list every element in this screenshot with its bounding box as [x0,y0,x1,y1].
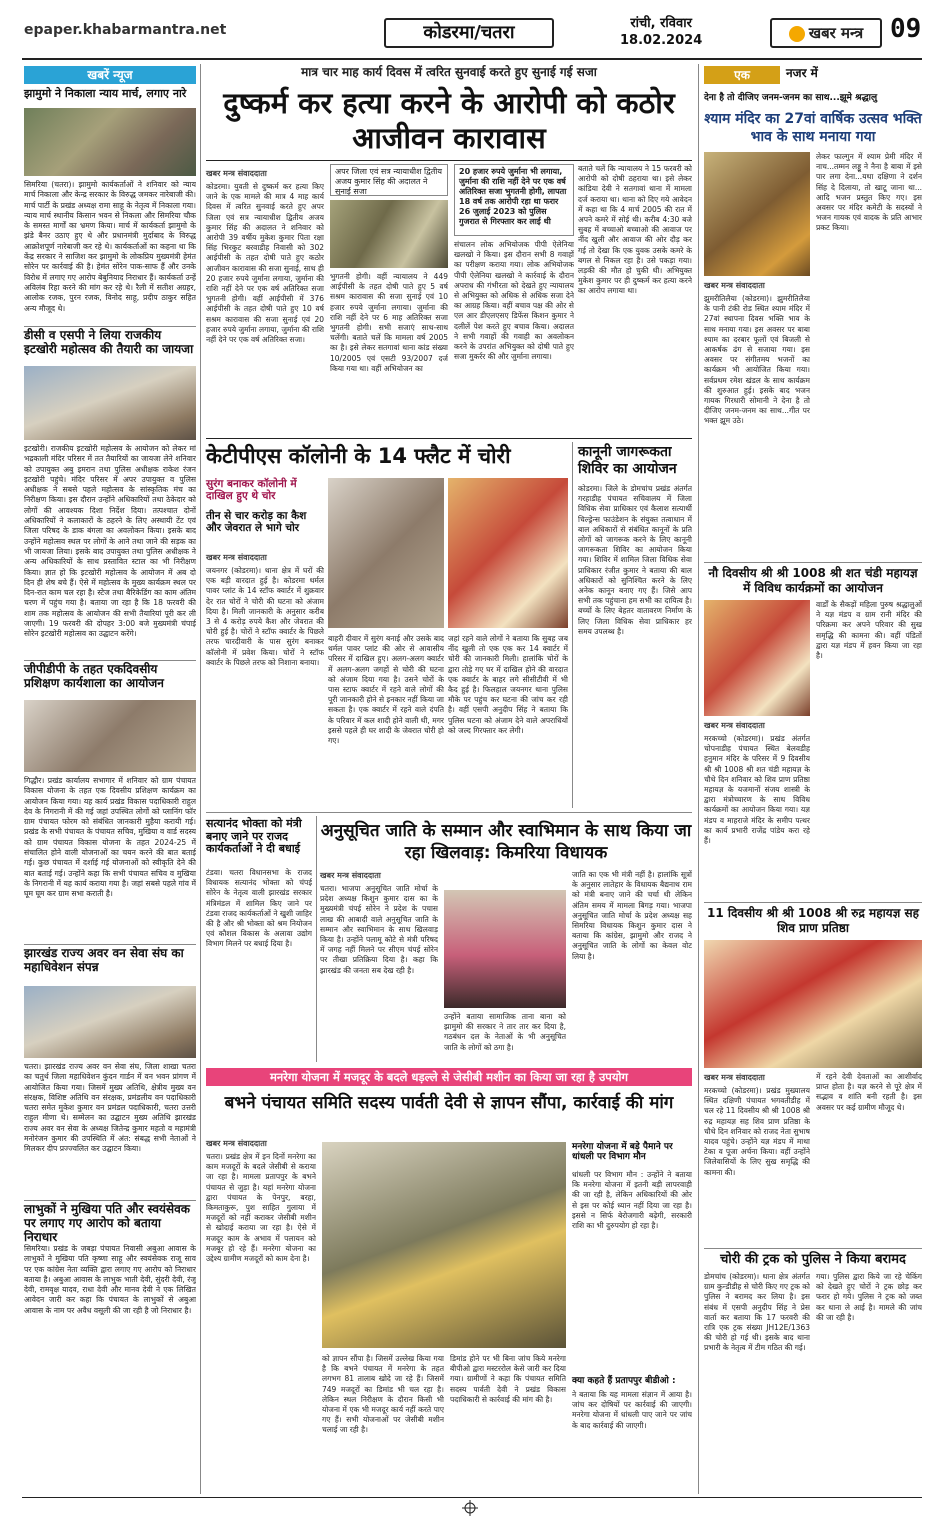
left-a2-title: डीसी व एसपी ने लिया राजकीय इटखोरी महोत्सव की तैयारी का जायजा [24,328,194,356]
legal-headline: कानूनी जागरूकता शिविर का आयोजन [578,444,677,477]
left-a1-title: झामुमो ने निकाला न्याय मार्च, लगाए नारे [24,87,187,100]
column-rule [316,816,317,1062]
sc-headline: अनुसूचित जाति के सम्मान और स्वाभिमान के साथ किया जा रहा खिलवाड़: किमरिया विधायक [320,821,692,863]
lead-text-1: कोडरमा। युवती से दुष्कर्म कर हत्या किए जाने के एक मामले की मात्र 4 माह कार्य दिवस में त्वरित सुनवाई करते हुए अपर जिला एवं सत्र न्यायाधीश द्वितीय अजय कुमार सिंह की अदालत ने शनिवार को आरोपी 39 वर्षीय मुकेश कुमार पिता रक्षा सिंह भिरकुट बरवाडीह निवासी को 302 आईपीसी के तहत दोषी पाते हुए कठोर आजीवन कारावास की सजा सुनाई, साथ ही 20 हजार रुपये जुर्माना लगाया, जुर्माना की राशि नहीं देने पर एक वर्ष अतिरिक्त सजा भुगतनी होगी। वहीं आईपीसी में 376 आईपीसी के तहत दोषी पाते हुए 10 वर्ष सश्रम कारावास की सजा सुनाई एवं 20 हजार रुपये जुर्माना लगाया, जुर्माना की राशि नहीं देने पर एक वर्ष अतिरिक्त सजा। [206,182,324,345]
lead-kicker: मात्र चार माह कार्य दिवस में त्वरित सुनवाई करते हुए सुनाई गई सजा [301,65,597,79]
left-a4-title: झारखंड राज्य अवर वन सेवा संघ का महाधिवेशन संपन्न [24,946,184,974]
sc-byline: खबर मन्त्र संवाददाता [320,871,381,880]
theft-text-2: बाहरी दीवार में सुरंग बनाई और उसके बाद थर्मल पावर प्लांट की ओर से आवासीय परिसर में दाखिल हुए। अलग-अलग क्वार्टर में अलग-अलग जगहों से चोरी की घटना को अंजाम दिया गया है। उसने चोरों के पास स्टाफ क्वार्टर में रहने वाले लोगों की पूरी जानकारी होने से इनकार नहीं किया जा सकता है। एक क्वार्टर में रहने वाले दंपति के परिवार में कल शादी होने वाली थी, मगर इससे पहले ही घर शादी के जेवरात चोरी हो गए। [328,634,444,746]
right-a2-byline: खबर मन्त्र संवाददाता [704,721,765,730]
mla-photo [444,890,566,1008]
satyanand-headline: सत्यानंद भोक्ता को मंत्री बनाए जाने पर राजद कार्यकर्ताओं ने दी बधाई [206,817,302,856]
sc-caption: उन्होंने बताया सामाजिक ताना बाना को झामुमो की सरकार ने तार तार कर दिया है, गठबंधन दल के नेताओं के भी अनुसूचित जाति के लोगों को ठगा है। [444,1012,566,1052]
lead-caption-2: 20 हजार रुपये जुर्माना भी लगाया, जुर्माना की राशि नहीं देने पर एक वर्ष अतिरिक्त सजा भुगतनी होगी, लापता 18 वर्ष तक आरोपी रहा था फरार 26 जुलाई 2023 को पुलिस गुजरात से गिरफ्तार कर लाई थी [454,164,574,236]
column-rule [572,442,573,808]
divider [24,1200,196,1201]
satyanand-text: टंडवा। चतरा विधानसभा के राजद विधायक सत्यानंद भोक्ता को चंपई सोरेन के नेतृत्व वाली झारखंड सरकार मंत्रिमंडल में शामिल किए जाने पर टंडवा राजद कार्यकर्ताओं ने खुशी जाहिर की है और श्री भोक्ता को श्रम नियोजन एवं कौशल विकास के अलावा उद्योग विभाग मिलने पर बधाई दिया है। [206,868,312,949]
mgnrega-text-4: धांधली पर विभाग मौन : उन्होंने ने बताया कि मनरेगा योजना में इतनी बड़ी लापरवाही की जा रही है, लेकिन अधिकारियों की ओर से इस पर कोई ध्यान नहीं दिया जा रहा है। इससे न सिर्फ बेरोजगारी बढ़ेगी, सरकारी राशि का भी दुरुपयोग हो रहा है। [572,1170,692,1231]
left-a2-text: इटखोरी। राजकीय इटखोरी महोत्सव के आयोजन को लेकर मां भद्रकाली मंदिर परिसर में तत तैयारियों का जायजा लेने शनिवार को उपायुक्त अबु इमरान तथा पुलिस अधीक्षक राकेश रंजन इटखोरी पहुंचे। मंदिर परिसर में अपर उपायुक्त व पुलिस अधीक्षक ने सबसे पहले महोत्सव के सांस्कृतिक मंच का निरीक्षण किया। इस दौरान उन्होंने अधिकारियों तथा ठेकेदार को लोगों की आवश्यक दिशा निर्देश दिया। तत्पश्चात दोनों अधिकारियों ने कलाकारों के ठहरने के लिए अस्थायी टेंट एवं जिला परिषद के डाक बंगला का अवलोकन किया। इसके बाद उन्होंने महोत्सव स्थल पर लोगों के आने तथा जाने की सड़क का भी जायजा लिया। इसके बाद उपायुक्त तथा पुलिस अधीक्षक ने अन्य अधिकारियों के साथ प्रस्तावित स्टाल का भी निरीक्षण किया। ज्ञात हो कि इटखोरी महोत्सव के आयोजन में अब दो दिन ही शेष बचे हैं। ऐसे में महोत्सव के मुख्य कार्यक्रम स्थल पर दिन-रात काम चल रहा है। स्टेज तथा बैरिकेडिंग का काम अंतिम चरण में पहुंच गया है। बताया जा रहा है कि 18 फरवरी की शाम तक महोत्सव के आयोजन की सभी तैयारियां पूरी कर ली जाएगी। 19 फरवरी की दोपहर 3:00 बजे मुख्यमंत्री चंपाई सोरेन इटखोरी महोत्सव का उद्घाटन करेंगे। [24,444,196,639]
left-a5-text: सिमरिया। प्रखंड के जबड़ा पंचायत निवासी अबुआ आवास के लाभुकों ने मुखिया पति कृष्णा साहू और स्वयंसेवक राजू साव पर एक कांग्रेस नेता व्यक्ति द्वारा लगाए गए आरोप को निराधार बताया है। अबुआ आवास के लाभुक भाती देवी, सुंदरी देवी, रंजू देवी, रामवृक्ष यादव, राधा देवी और मानव देवी ने एक लिखित आवेदन जारी कर कहा कि पंचायत के लाभुकों से अबुआ आवास के नाम पर अवैध वसूली की जा रही है जो निराधार है। [24,1244,196,1315]
left-a1-text: सिमरिया (चतरा)। झामुमो कार्यकर्ताओं ने शनिवार को न्याय मार्च निकाला और केन्द्र सरकार के विरुद्ध जमकर नारेबाजी की। मार्च पार्टी के प्रखंड अध्यक्ष रामा साहू के नेतृत्व में निकाला गया। न्याय मार्च स्थानीय किसान भवन से निकला और सिमरिया चौक के समस्त मार्गों का भ्रमण किया। मार्च में कार्यकर्ता झामुमो के झंडे बैनर उठाए हुए थे और प्रधानमंत्री मुर्दाबाद के विरुद्ध आक्रोशपूर्ण नारेबाजी कर रहे थे। कार्यकर्ताओं का कहना था कि केंद्र सरकार ने साजिश कर झामुमो के लोकप्रिय मुख्यमंत्री हेमंत सोरेन पर कार्रवाई की है। हेमंत सोरेन पाक-साफ हैं और उनके विरोध में लगाए गए आरोप बेबुनियाद निराधार हैं। कार्यकर्ता उन्हें अविलंब रिहा करने की मांग कर रहे थे। रैली में सतीश अग्रहर, आलोक रजक, पुरन रजक, विनोद साहू, प्रदीप ठाकुर सहित अन्य मौजूद थे। [24,180,196,313]
theft-text-3: जहां रहने वाले लोगों ने बताया कि सुबह जब नींद खुली तो एक एक कर 14 क्वार्टर में चोरी की जानकारी मिली। हालांकि चोरों के द्वारा तोड़े गए घर में दाखिल होने की वारदात एक क्वार्टर के बाहर लगे सीसीटीवी में भी कैद हुई है। फिलहाल जयनगर थाना पुलिस मौके पर पहुंच कर घटना की जांच कर रही है। वहीं एसपी अनुदीप सिंह ने बताया कि पुलिस घटना को अंजाम देने वाले अपराधियों को जल्द गिरफ्तार कर लेगी। [448,634,568,735]
right-a3-byline: खबर मन्त्र संवाददाता [704,1073,765,1082]
lead-text-3: संचालन लोक अभियोजक पीपी ऐलेनिया खलखो ने किया। इस दौरान सभी 8 गवाहों का परीक्षण कराया गया। लोक अभियोजक पीपी ऐलेनिया खलखो ने कार्रवाई के दौरान अपराध की गंभीरता को देखते हुए न्यायालय से अभियुक्त को अधिक से अधिक सजा देने का आग्रह किया। वहीं बचाव पक्ष की ओर से एल आर डीएलएसए डिफेंस किशन कुमार ने दलीलें पेश करते हुए बचाव किया। अदालत ने सभी गवाहों की गवाही का अवलोकन करने के उपरांत अभियुक्त को दोषी पाते हुए सजा मुकर्रर की और जुर्माना लगाया। [454,240,574,362]
mgnrega-text-2: को ज्ञापन सौंपा है। जिसमें उल्लेख किया गया है कि बभने पंचायत में मनरेगा के तहत लगभग 81 तालाब खोदे जा रहे हैं। जिसमें 749 मजदूरों का डिमांड भी चल रहा है। लेकिन स्थल निरीक्षण के दौरान किसी भी योजना में एक भी मजदूर कार्य नहीं करते पाए गए हैं। सभी योजनाओं पर जेसीबी मशीन चलाई जा रही है। [322,1354,444,1435]
mgnrega-text-3: डिमांड होने पर भी बिना जांच किये मनरेगा बीपीओ द्वारा मस्टररोल केसे जारी कर दिया गया। ग्रामीणों ने कहा कि पंचायत समिति सदस्य पार्वती देवी ने प्रखंड विकास पदाधिकारी से कार्रवाई की मांग की है। [450,1354,566,1404]
rudra-yagya-photo [704,940,922,1068]
right-a4-text: डोमचांच (कोडरमा)। थाना क्षेत्र अंतर्गत ग्राम कुन्डीडीह से चोरी किए गए ट्रक को पुलिस ने बरामद कर लिया है। इस संबंध में एसपी अनुदीप सिंह ने प्रेस वार्ता कर बताया कि 17 फरवरी की रात्रि एक ट्रक संख्या JH12E/1363 की चोरी हो गई थी। इसके बाद थाना प्रभारी के नेतृत्व में टीम गठित की गई। [704,1272,810,1353]
mgnrega-kicker: मनरेगा योजना में मजदूर के बदले धड़ल्ले से जेसीबी मशीन का किया जा रहा है उपयोग [206,1068,692,1086]
footer-rule [22,1497,922,1498]
lead-text-2: भुगतनी होगी। वहीं न्यायालय ने 449 आईपीसी के तहत दोषी पाते हुए 5 वर्ष सश्रम कारावास की सजा सुनाई एवं 10 हजार रुपये जुर्माना लगाया। जुर्माना की राशि नहीं देने पर 6 माह अतिरिक्त सजा भुगतनी होगी। सभी सजाएं साथ-साथ चलेंगी। बताते चलें कि मामला वर्ष 2005 का है। इसे लेकर सतगावां थाना कांड संख्या 10/2005 एवं एसटी 93/2007 दर्ज किया गया था। वहीं अभियोजन का [330,272,448,373]
glance-label-a: एक [704,66,780,84]
left-a5-title: लाभुकों ने मुखिया पति और स्वयंसेवक पर लगाए गए आरोप को बताया निराधार [24,1202,190,1244]
page-number: 09 [890,14,922,44]
right-a2-text: मरकच्चो (कोडरमा)। प्रखंड अंतर्गत चोपनाडीह पंचायत स्थित बेलवडीह हनुमान मंदिर के परिसर में 9 दिवसीय श्री श्री 1008 श्री शत चंडी महायज्ञ के चौथे दिन शनिवार को शिव प्राण प्रतिष्ठा महायज्ञ के यजमानों संजय शास्त्री के द्वारा मंत्रोच्चारण के साथ विविध कार्यक्रमों का आयोजन किया गया। यज्ञ मंडप व माहराजे मंदिर के समीप पत्थर का कार्य प्रभारी राजेंद्र पांडेय करा रहे हैं। [704,734,810,846]
sc-text-2: जाति का एक भी मंत्री नहीं है। हालांकि सूत्रों के अनुसार लातेहार के विधायक बैद्यनाथ राम को मंत्री बनाए जाने की चर्चा थी लेकिन अंतिम समय में मामला बिगड़ गया। भाजपा अनुसूचित जाति मोर्चा के प्रदेश अध्यक्ष सह सिमरिया विधायक किशुन कुमार दास ने बताया कि कांग्रेस, झामुमो और राजद ने अनुसूचित जाति के लोगों का केवल वोट लिया है। [572,870,692,961]
mgnrega-text-1: चतरा। प्रखंड क्षेत्र में इन दिनों मनरेगा का काम मजदूरों के बदले जेसीबी से कराया जा रहा है। मामला प्रतापपुर के बभने पंचायत से जुड़ा है। यहां मनरेगा योजना द्वारा पंचायत के पेनपुर, बरहा, किमताकुरू, पुश साहित गुलाया में मजदूरों को नहीं कराकर जेसीबी मशीन से खोदाई कराया जा रहा है। ऐसे में मजदूर काम के अभाव में पलायन को मजबूर हो रहे हैं। मनरेगा योजना का उद्देश्य ग्रामीण मजदूरों को काम देना है। [206,1152,316,1264]
theft-subhead-2: तीन से चार करोड़ का कैश और जेवरात ले भागे चोर [206,510,307,535]
left-a4-text: चतरा। झारखंड राज्य अवर वन सेवा संघ, जिला शाखा चतरा का चतुर्थ जिला महाधिवेशन कुंदन गार्डन में वन भवन प्रांगण में आयोजित किया गया। जिसमें मुख्य अतिथि, क्षेत्रीय मुख्य वन संरक्षक, विशिष्ट अतिथि वन संरक्षक, प्रमंडलीय वन पदाधिकारी चतरा समेत मुकेश कुमार वन प्रमंडल पदाधिकारी, चतरा उत्तरी राहुल मीणा थे। सम्मेलन का उद्घाटन मुख्य अतिथि झारखंड राज्य अवर वन सेवा के अध्यक्ष जितेन्द्र कुमार महतो व महामंत्री मनोरंजन कुमार की उपस्थिति में अंत: संबद्ध सभी नेताओं ने मिलकर दीप प्रज्ज्वलित कर उद्घाटन किया। [24,1062,196,1154]
right-a4-text-2: गया। पुलिस द्वारा किये जा रहे चेकिंग को देखते हुए चोरों ने ट्रक छोड़ कर फरार हो गये। पुलिस ने ट्रक को जब्त कर थाना ले आई है। मामले की जांच की जा रही है। [816,1272,922,1322]
mgnrega-subhead-2: क्या कहते हैं प्रतापपुर बीडीओ : [572,1376,676,1386]
header-rule [22,58,922,60]
gavel-photo [330,200,448,268]
theft-headline: केटीपीएस कॉलोनी के 14 फ्लैट में चोरी [206,444,511,468]
right-a1-title: श्याम मंदिर का 27वां वार्षिक उत्सव भक्ति भाव के साथ मनाया गया [704,111,922,145]
mgnrega-byline: खबर मन्त्र संवाददाता [206,1139,267,1148]
logo-icon [789,26,805,42]
right-a1-text-2: लेकर फाल्गुन में श्याम प्रेमी मंदिर में नाच...तम्मन लड्डू ने नैना है बाबा में इसे पार लगा देना...यथा दक्षिणा ने दर्शन सिंह दे दिलाया, तो खाटू जाना था... आदि भजन प्रस्तुत किए गए। इस अवसर पर मंदिर कमेटी के सदस्यों ने भजन गायक एवं वादक के प्रति आभार प्रकट किया। [816,152,922,233]
workshop-photo [24,700,196,772]
left-a3-title: जीपीडीपी के तहत एकदिवसीय प्रशिक्षण कार्यशाला का आयोजन [24,662,164,690]
city-day: रांची, रविवार [630,16,692,31]
divider [704,562,922,563]
jcb-photo [322,1142,566,1348]
issue-date: 18.02.2024 [620,33,703,48]
sc-text-1: चतरा। भाजपा अनुसूचित जाति मोर्चा के प्रदेश अध्यक्ष किशुन कुमार दास का के मुख्यमंत्री चंपई सोरेन ने प्रदेश के पचास लाख की आबादी वाले अनुसूचित जाति के सम्मान और स्वाभिमान के साथ खिलवाड़ किया है। उन्होंने पलामू कोटे से मंत्री परिषद में जगह नहीं मिलने पर सीएम चंपई सोरेन पर तीखा प्रतिक्रिया दिया है। कहा कि झारखंड की जनता सब देख रही है। [320,884,438,975]
theft-photo-1 [328,478,444,628]
mgnrega-headline: बभने पंचायत समिति सदस्य पार्वती देवी से ज्ञापन सौंपा, कार्रवाई की मांग [224,1093,674,1113]
right-a3-text-2: में रहने देवी देवताओं का आशीर्वाद प्राप्त होता है। यज्ञ करने से पूरे क्षेत्र में सद्भाव व शांति बनी रहती है। इस अवसर पर कई ग्रामीण मौजूद थे। [816,1072,922,1112]
divider [24,326,196,327]
divider [704,1248,922,1249]
column-rule [200,64,201,1494]
divider [206,812,692,813]
logo-text: खबर मन्त्र [808,24,864,42]
legal-text: कोडरमा। जिले के डोमचांच प्रखंड अंतर्गत गरहाडीह पंचायत सचिवालय में जिला विधिक सेवा प्राधिकार एवं कैलाश सत्यार्थी चिल्ड्रेन्स फाउंडेशन के संयुक्त तत्वाधान में बाल अधिकारों से संबंधित कानूनों के प्रति लोगों को जागरूक करने के लिए कानूनी जागरूकता शिविर का आयोजन किया गया। शिविर में शामिल जिला विधिक सेवा प्राधिकार रंजीत कुमार ने बताया की बाल अधिकारों को सुनिश्चित करने के लिए अनेक कानून बनाए गए हैं। जिसे आप सभी तक पहुंचाना हम सभी का दायित्व है। बच्चों के लिए बेहतर वातावरण निर्माण के लिए जिला विधिक सेवा प्राधिकार हर समय उपलब्ध है। [578,484,692,636]
lead-text-4: बताते चलें कि न्यायालय ने 15 फरवरी को आरोपी को दोषी ठहराया था। इसे लेकर कांडिया देवी ने सतगावां थाना में मामला दर्ज कराया था। थाना को दिए गये आवेदन में कहा था कि 4 मार्च 2005 की रात में अपने कमरे में सोई थी। करीब 4:30 बजे सुबह में बच्चाओ बच्चाओ की आवाज पर नींद खुली और आवाज की ओर दौड़ कर गई तो देखा कि एक युवक उसके कमरे के बगल से निकल रहा है। उसे पकड़ा गया। लड़की की मौत हो चुकी थी। अभियुक्त मुकेश कुमार पर ही दुष्कर्म कर हत्या करने का आरोप लगाया था। [578,164,692,296]
right-a2-text-2: वार्डों के सैकड़ों महिला पुरुष श्रद्धालुओं ने यज्ञ मंडप व ग्राम रानी मंदिर की परिक्रमा कर अपने परिवार की सुख समृद्धि की कामना की। वहीं पंडितों द्वारा यज्ञ मंडप में हवन किया जा रहा है। [816,600,922,661]
divider [704,902,922,903]
right-a4-title: चोरी की ट्रक को पुलिस ने किया बरामद [720,1252,906,1267]
section-label: खबरें न्यूज [24,66,196,84]
temple-photo [704,152,810,276]
mgnrega-text-5: ने बताया कि यह मामला संज्ञान में आया है। जांच कर दोषियों पर कार्रवाई की जाएगी। मनरेगा योजना में धांधली पाए जाने पर जांच के बाद कार्रवाई की जाएगी। [572,1390,692,1430]
right-a1-byline: खबर मन्त्र संवाददाता [704,281,765,290]
divider [206,160,692,161]
divider [24,660,196,661]
right-a3-title: 11 दिवसीय श्री श्री 1008 श्री रुद्र महायज्ञ सह शिव प्राण प्रतिष्ठा [706,906,919,935]
mgnrega-subhead: मनरेगा योजना में बड़े पैमाने पर धांधली पर विभाग मौन [572,1142,673,1163]
right-a3-text: मरकच्चो (कोडरमा)। प्रखंड मुख्यालय स्थित दक्षिणी पंचायत भगवतीडीह में चल रहे 11 दिवसीय श्री श्री 1008 श्री रुद्र महायज्ञ सह शिव प्राण प्रतिष्ठा के चौथे दिन शनिवार को राजद नेता सुभाष यादव पहुंचे। उन्होंने यज्ञ मंडप में माथा टेका व पूजा अर्चना किया। वहीं उन्होंने जिलेवासियों के लिए सुख समृद्धि की कामना की। [704,1086,810,1177]
right-a2-title: नौ दिवसीय श्री श्री 1008 श्री शत चंडी महायज्ञ में विविध कार्यक्रमों का आयोजन [708,566,918,595]
theft-text-1: जयनगर (कोडरमा)। थाना क्षेत्र में घरों की एक बड़ी वारदात हुई है। कोडरमा थर्मल पावर प्लांट के 14 स्टॉफ क्वार्टर में शुक्रवार देर रात चोरों ने चोरी की घटना को अंजाम दिया है। मिली जानकारी के अनुसार करीब 3 से 4 करोड़ रुपये कैश और जेवरात की चोरी हुई है। चोरों ने स्टॉफ क्वार्टर के पिछले तरफ चारदीवारी के पास सुरंग बनाकर कॉलोनी में प्रवेश किया। चोरों ने स्टॉफ क्वार्टर के पिछले तरफ को निशाना बनाया। [206,566,324,667]
registration-mark-icon [462,1500,478,1516]
column-rule [698,64,699,1494]
date-block [620,15,702,49]
glance-label-b: नजर में [786,66,818,80]
yagya-photo [704,600,810,716]
convention-photo [24,986,196,1058]
left-a3-text: गिद्धौर। प्रखंड कार्यालय सभागार में शनिवार को ग्राम पंचायत विकास योजना के तहत एक दिवसीय प्रशिक्षण कार्यक्रम का आयोजन किया गया। यह कार्य प्रखंड विकास पदाधिकारी राहुल देव के निगरानी में की गई जहां उपस्थित लोगों को प्लानिंग फॉर ग्राम पंचायत फोरम को संबंधित जानकारी मुहैया करायी गई। प्रखंड के सभी पंचायत के पंचायत सचिव, मुखिया व वार्ड सदस्य को ग्राम पंचायत विकास योजना के तहत 2024-25 में संचालित होने वाली योजनाओं का चयन करने की बात बताई गई। कुछ पंचायत में दर्शाई गई योजनाओं को स्वीकृति देने की बात बताई गई। उन्होंने कहा कि सभी पंचायत सचिव व मुखिया के निगरानी में यह कार्य कराया गया है। जहां सबसे पहले गांव में घूम घूम कर ग्राम सभा कराती है। [24,776,196,899]
district-label: कोडरमा/चतरा [384,18,554,48]
lead-headline: दुष्कर्म कर हत्या करने के आरोपी को कठोर आजीवन कारावास [223,86,675,155]
march-photo [24,108,196,176]
site-url[interactable]: epaper.khabarmantra.net [24,22,227,38]
festival-photo [24,366,196,440]
right-a1-text: झुमरीतिलैया (कोडरमा)। झुमरीतिलैया के पानी टंकी रोड स्थित श्याम मंदिर में 27वां स्थापना दिवस भक्ति भाव के साथ मनाया गया। इस अवसर पर बाबा श्याम का दरबार फूलों एवं बिजली से आकर्षक ढंग से सजाया गया। इस अवसर पर संगीतमय भजनों का कार्यक्रम भी आयोजित किया गया। सर्वप्रथम रमेश खंडल के साथ कार्यक्रम की शुरुआत हुई। इसके बाद भजन गायक गिरधारी सोमानी ने देना है तो दीजिए जनम-जनम का साथ...गीत पर भक्त झूम उठे। [704,294,810,426]
brand-logo [770,18,882,48]
divider [24,944,196,945]
theft-byline: खबर मन्त्र संवाददाता [206,553,267,562]
divider [206,438,692,439]
lead-byline: खबर मन्त्र संवाददाता [206,169,267,178]
theft-photo-2 [448,478,568,628]
lead-caption-1: अपर जिला एवं सत्र न्यायाधीश द्वितीय अजय कुमार सिंह की अदालत ने सुनाई सजा [330,164,448,196]
theft-subhead-1: सुरंग बनाकर कॉलोनी में दाखिल हुए थे चोर [206,478,297,503]
glance-tagline: देना है तो दीजिए जनम-जनम का साथ...झूमे श्रद्धालु [704,93,878,103]
